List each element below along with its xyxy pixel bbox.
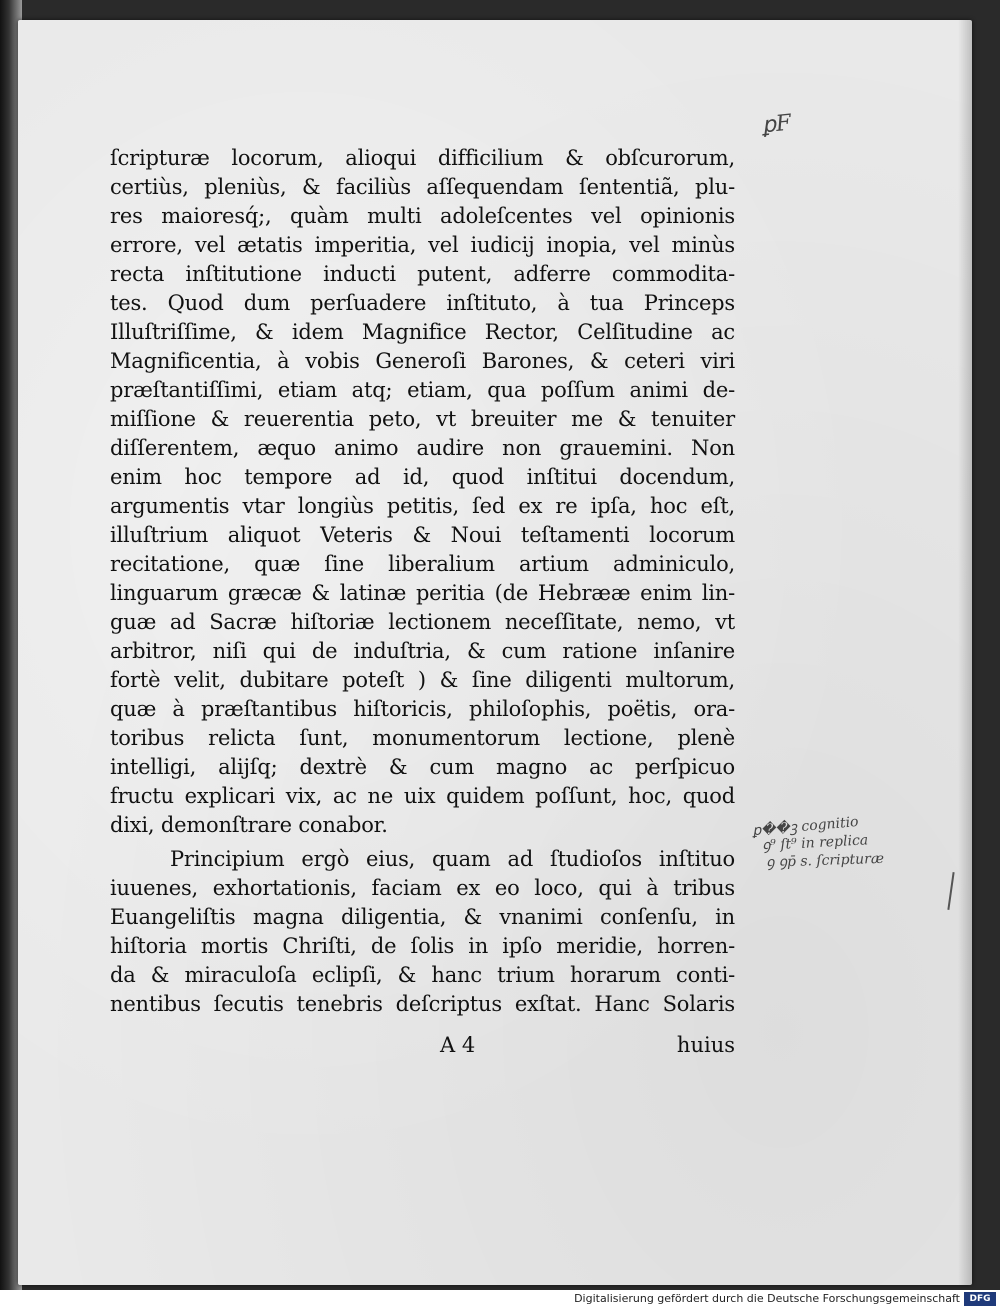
paragraph-line: hiſtoria mortis Chriſti, de ſolis in ipſo meridie, horren- [110, 934, 735, 958]
text-line: dixi, demonſtrare conabor. [110, 813, 388, 837]
text-line: illuſtrium aliquot Veteris & Noui teſtamenti locorum [110, 523, 735, 547]
text-line: guæ ad Sacræ hiſtoriæ lectionem neceſſitate, nemo, vt [110, 610, 735, 634]
text-line: recitatione, quæ ſine liberalium artium adminiculo, [110, 552, 735, 576]
text-line: arbitror, niſi qui de induſtria, & cum ratione inſanire [110, 639, 735, 663]
text-line: miſſione & reuerentia peto, vt breuiter me & tenuiter [110, 407, 735, 431]
text-line: intelligi, alijſq; dextrè & cum magno ac perſpicuo [110, 755, 735, 779]
dfg-logo-icon: DFG [964, 1292, 996, 1306]
text-line: errore, vel ætatis imperitia, vel iudicij inopia, vel minùs [110, 233, 735, 257]
text-line: enim hoc tempore ad id, quod inſtitui docendum, [110, 465, 735, 489]
paragraph-line: nentibus ſecutis tenebris deſcriptus exſtat. Hanc Solaris [110, 992, 735, 1016]
paragraph-line: iuuenes, exhortationis, faciam ex eo loco, qui à tribus [110, 876, 735, 900]
marginal-note-line: ꝯ⁹ ſt⁹ in replica [761, 832, 869, 854]
text-line: præſtantiſſimi, etiam atq; etiam, qua poſſum animi de- [110, 378, 735, 402]
marginal-note-line: ꝑ��ꝫ cognitio [751, 813, 860, 840]
text-line: toribus relicta ſunt, monumentorum lectione, plenè [110, 726, 735, 750]
text-line: Illuſtriſſime, & idem Magnifice Rector, Celſitudine ac [110, 320, 735, 344]
marginal-note-line: ꝯ ꝯp̄ s. ſcripturæ [765, 850, 885, 871]
funding-credit: Digitalisierung gefördert durch die Deutsche Forschungsgemeinschaft [574, 1292, 960, 1305]
text-line: argumentis vtar longiùs petitis, ſed ex re ipſa, hoc eſt, [110, 494, 735, 518]
text-line: fructu explicari vix, ac ne uix quidem poſſunt, hoc, quod [110, 784, 735, 808]
page-footer-line [110, 1030, 735, 1060]
text-line: certiùs, pleniùs, & faciliùs aſſequendam ſententiã, plu- [110, 175, 735, 199]
text-line: ſcripturæ locorum, alioqui difficilium & obſcurorum, [110, 146, 735, 170]
text-line: fortè velit, dubitare poteſt ) & ſine diligenti multorum, [110, 668, 735, 692]
signature-mark: A 4 [440, 1033, 476, 1057]
text-line: res maioresq́;, quàm multi adoleſcentes vel opinionis [110, 204, 735, 228]
text-line: linguarum græcæ & latinæ peritia (de Hebrææ enim lin- [110, 581, 735, 605]
text-line: tes. Quod dum perſuadere inſtituto, à tua Princeps [110, 291, 735, 315]
paragraph-line: Principium ergò eius, quam ad ſtudioſos inſtituo [170, 847, 735, 871]
marginal-note-side [752, 812, 987, 869]
paragraph-line: da & miraculoſa eclipſi, & hanc trium horarum conti- [110, 963, 735, 987]
paragraph-line: Euangeliſtis magna diligentia, & vnanimi conſenſu, in [110, 905, 735, 929]
text-line: Magnificentia, à vobis Generoſi Barones, & ceteri viri [110, 349, 735, 373]
catchword: huius [676, 1033, 735, 1057]
text-line: diſſerentem, æquo animo audire non grauemini. Non [110, 436, 735, 460]
text-line: recta inſtitutione inducti putent, adferre commodita- [110, 262, 735, 286]
text-line: quæ à præſtantibus hiſtoricis, philoſophis, poëtis, ora- [110, 697, 735, 721]
marginal-note-top: ꝑF [760, 110, 793, 139]
